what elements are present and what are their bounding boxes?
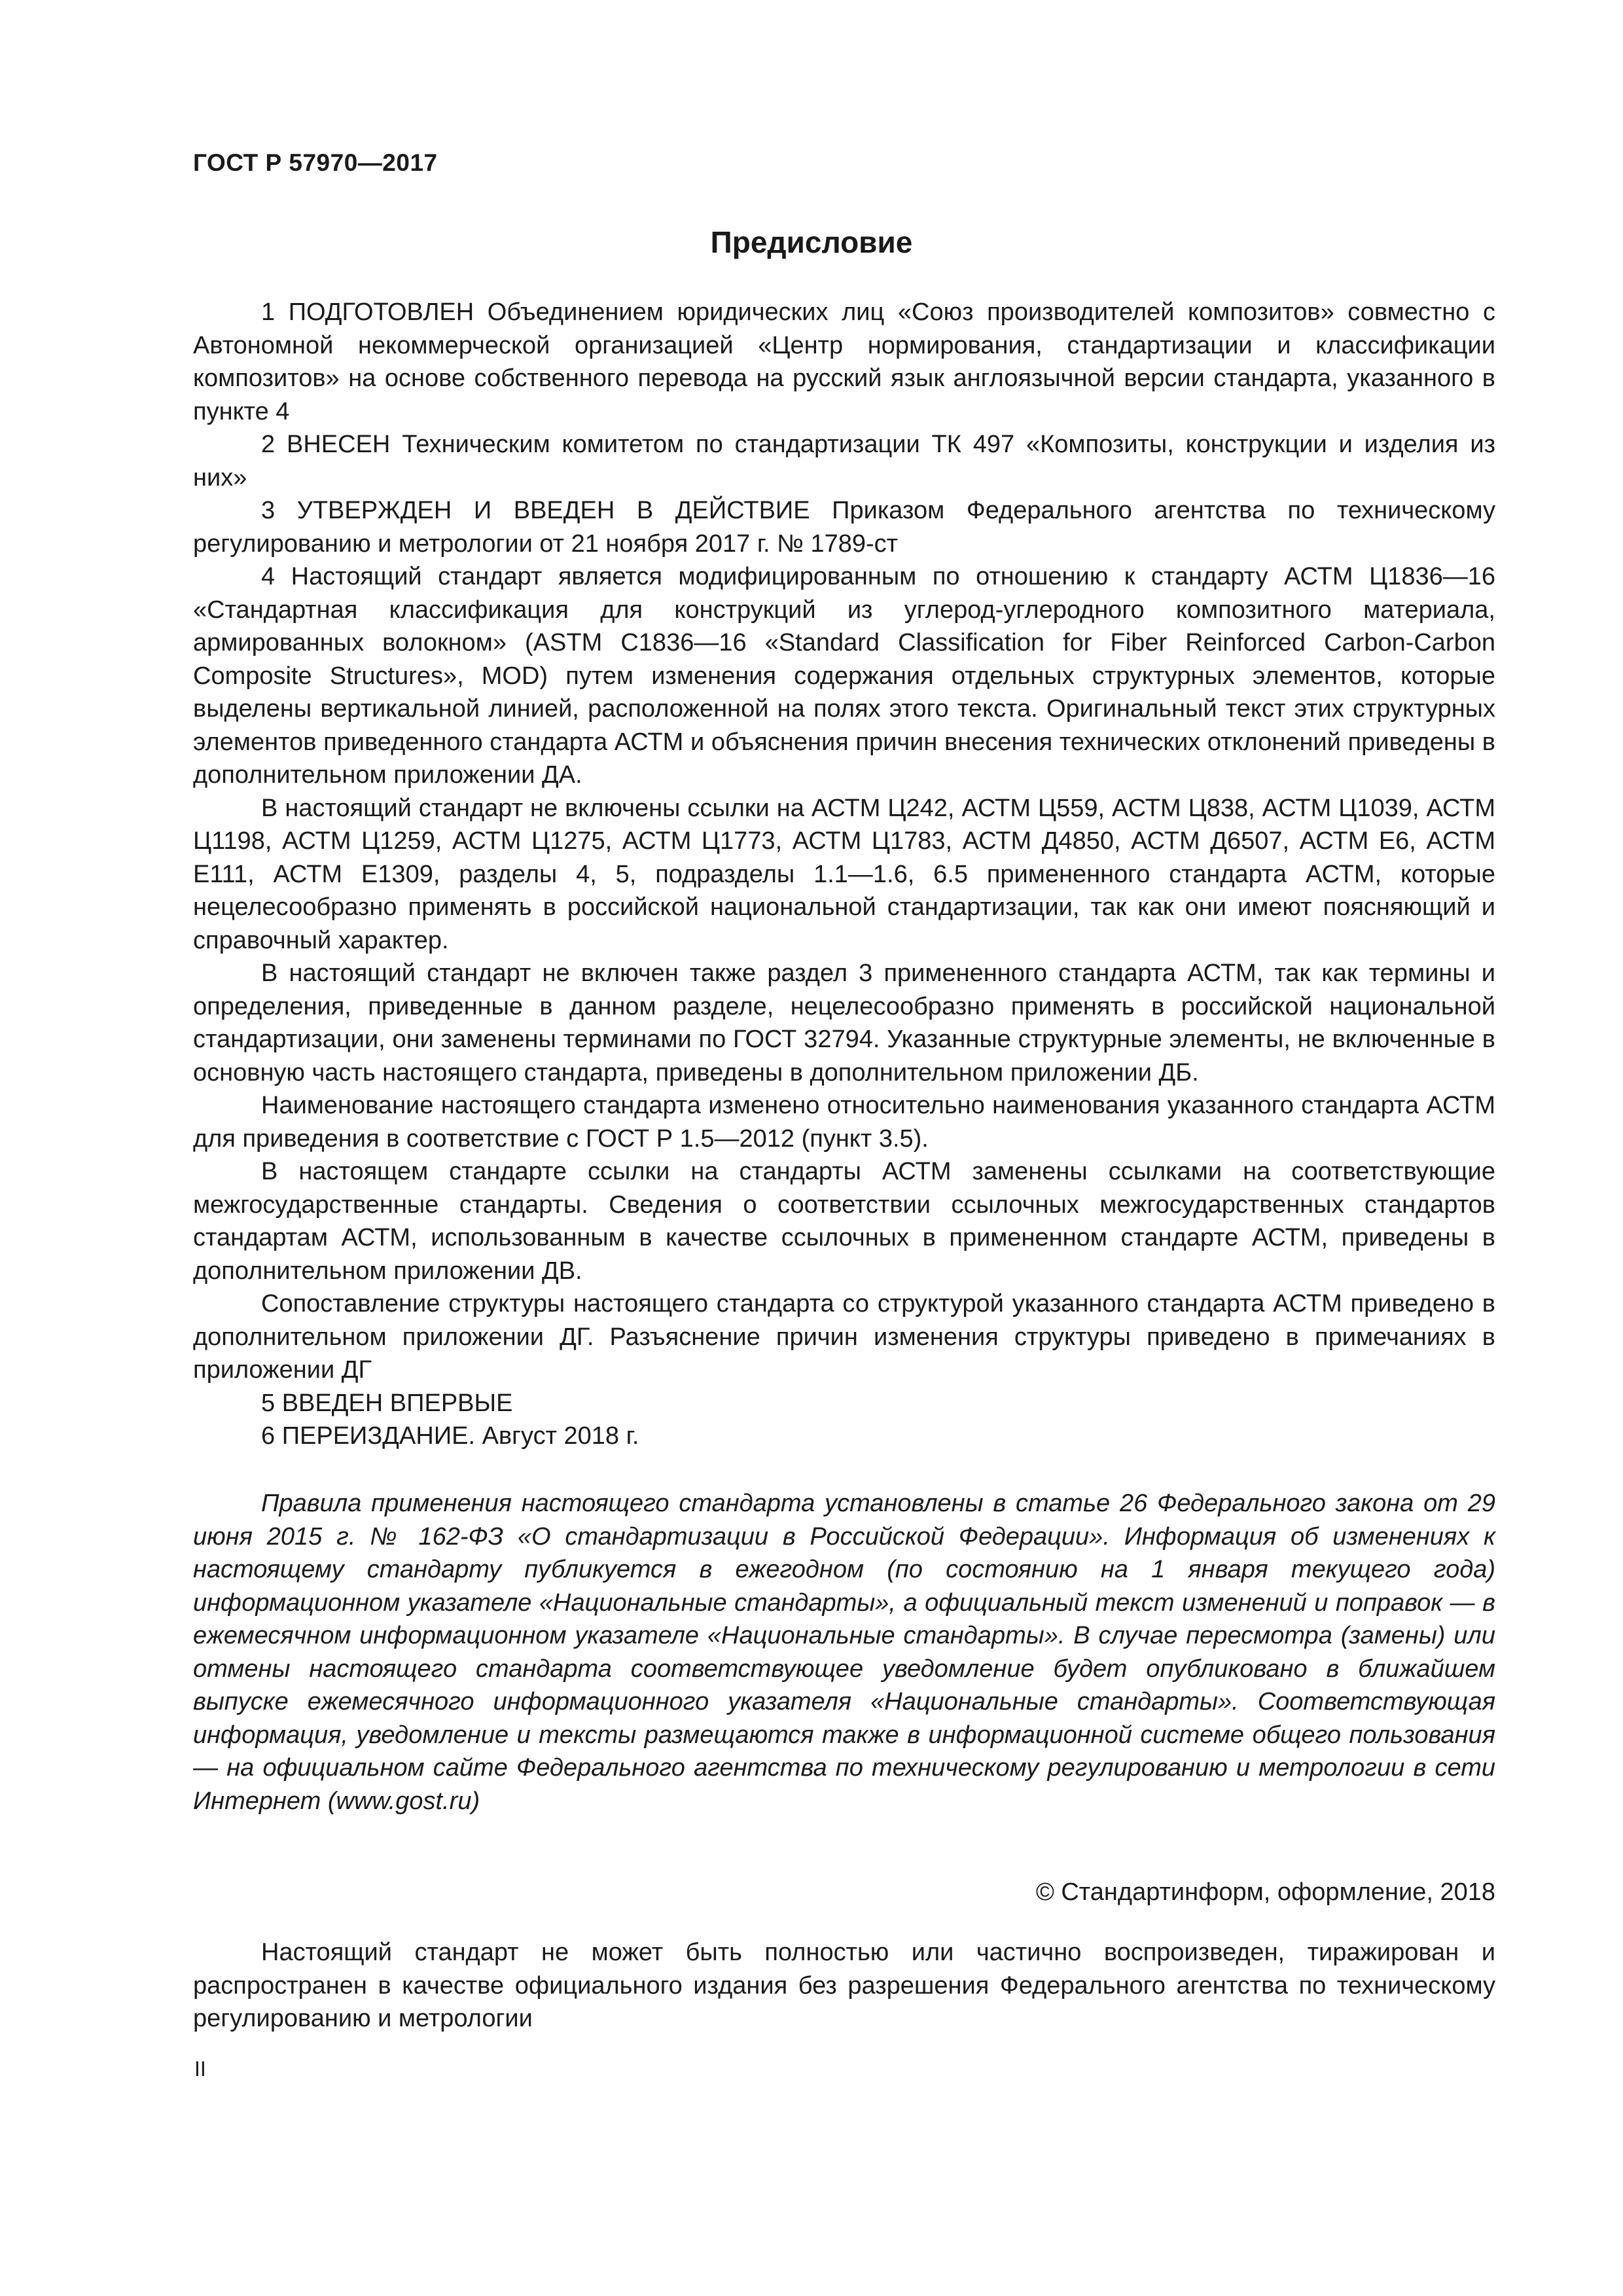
foreword-body (193, 296, 1495, 1453)
page-title: Предисловие (710, 225, 913, 259)
foreword-paragraph: Наименование настоящего стандарта изменено относительно наименования указанного стандарта АСТМ для приведения в соответствие с ГОСТ Р 1.5—2012 (пункт 3.5). (193, 1092, 1495, 1153)
foreword-item-6: 6 ПЕРЕИЗДАНИЕ. Август 2018 г. (261, 1422, 639, 1450)
reproduction-restriction: Настоящий стандарт не может быть полностью или частично воспроизведен, тиражирован и распространен в качестве официального издания без разрешения Федерального агентства по техническому регулированию и метрологии (193, 1939, 1495, 2032)
document-code: ГОСТ Р 57970—2017 (193, 149, 438, 176)
copyright-line: © Стандартинформ, оформление, 2018 (1035, 1878, 1495, 1906)
legal-notice: Правила применения настоящего стандарта установлены в статье 26 Федерального закона от 29 июня 2015 г. № 162-ФЗ «О стандартизации в Российской Федерации». Информация об изменениях к настоящему стандарту публикуется в ежегодном (по состоянию на 1 января текущего года) информационном указателе «Национальные стандарты», а официальный текст изменений и поправок — в ежемесячном информационном указателе «Национальные стандарты». В случае пересмотра (замены) или отмены настоящего стандарта соответствующее уведомление будет опубликовано в ближайшем выпуске ежемесячного информационного указателя «Национальные стандарты». Соответствующая информация, уведомление и тексты размещаются также в информационной системе общего пользования — на официальном сайте Федерального агентства по техническому регулированию и метрологии в сети Интернет (www.gost.ru) (193, 1490, 1495, 1815)
foreword-paragraph: Сопоставление структуры настоящего стандарта со структурой указанного стандарта АСТМ приведено в дополнительном приложении ДГ. Разъяснение причин изменения структуры приведено в примечаниях в приложении ДГ (193, 1290, 1495, 1384)
foreword-item-5: 5 ВВЕДЕН ВПЕРВЫЕ (261, 1389, 513, 1417)
page-number: II (194, 2057, 206, 2081)
foreword-item-2: 2 ВНЕСЕН Техническим комитетом по стандартизации ТК 497 «Композиты, конструкции и изделия из них» (193, 431, 1495, 492)
foreword-item-4: 4 Настоящий стандарт является модифицированным по отношению к стандарту АСТМ Ц1836—16 «Стандартная классификация для конструкций из углерод-углеродного композитного материала, армированных волокном» (ASTM C1836—16 «Standard Classification for Fiber Reinforced Carbon-Carbon Composite Structures», MOD) путем изменения содержания отдельных структурных элементов, которые выделены вертикальной линией, расположенной на полях этого текста. Оригинальный текст этих структурных элементов приведенного стандарта АСТМ и объяснения причин внесения технических отклонений приведены в дополнительном приложении ДА. (193, 563, 1495, 789)
foreword-paragraph: В настоящий стандарт не включен также раздел 3 примененного стандарта АСТМ, так как термины и определения, приведенные в данном разделе, нецелесообразно применять в российской национальной стандартизации, они заменены терминами по ГОСТ 32794. Указанные структурные элементы, не включенные в основную часть настоящего стандарта, приведены в дополнительном приложении ДБ. (193, 960, 1495, 1086)
foreword-item-1: 1 ПОДГОТОВЛЕН Объединением юридических лиц «Союз производителей композитов» совместно с Автономной некоммерческой организацией «Центр нормирования, стандартизации и классификации композитов» на основе собственного перевода на русский язык англоязычной версии стандарта, указанного в пункте 4 (193, 298, 1495, 425)
foreword-item-3: 3 УТВЕРЖДЕН И ВВЕДЕН В ДЕЙСТВИЕ Приказом Федерального агентства по техническому регулированию и метрологии от 21 ноября 2017 г. № 1789-ст (193, 497, 1495, 558)
foreword-paragraph: В настоящем стандарте ссылки на стандарты АСТМ заменены ссылками на соответствующие межгосударственные стандарты. Сведения о соответствии ссылочных межгосударственных стандартов стандартам АСТМ, использованным в качестве ссылочных в примененном стандарте АСТМ, приведены в дополнительном приложении ДВ. (193, 1158, 1495, 1285)
foreword-paragraph: В настоящий стандарт не включены ссылки на АСТМ Ц242, АСТМ Ц559, АСТМ Ц838, АСТМ Ц1039, АСТМ Ц1198, АСТМ Ц1259, АСТМ Ц1275, АСТМ Ц1773, АСТМ Ц1783, АСТМ Д4850, АСТМ Д6507, АСТМ Е6, АСТМ Е111, АСТМ Е1309, разделы 4, 5, подразделы 1.1—1.6, 6.5 примененного стандарта АСТМ, которые нецелесообразно применять в российской национальной стандартизации, так как они имеют поясняющий и справочный характер. (193, 794, 1495, 954)
